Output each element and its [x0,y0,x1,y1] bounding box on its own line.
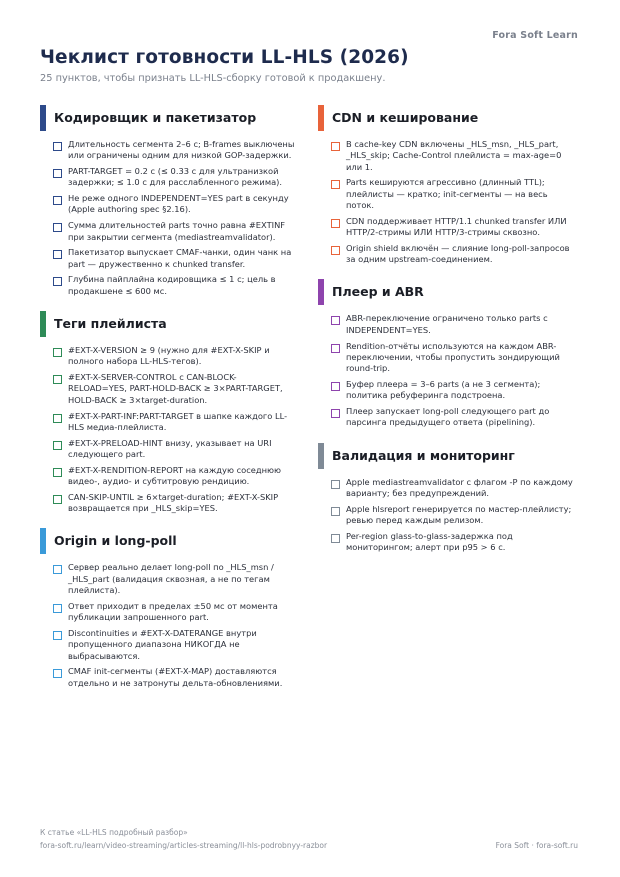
checkbox-icon[interactable] [53,441,62,450]
checkbox-icon[interactable] [331,142,340,151]
checkbox-icon[interactable] [331,534,340,543]
checklist-item [40,193,295,216]
checklist-item-text: Сервер реально делает long-poll по _HLS_msn / _HLS_part (валидация сквозная, а не по тегам плейлиста). [68,562,274,596]
checklist-item-text: #EXT-X-VERSION ≥ 9 (нужно для #EXT-X-SKIP и полного набора LL-HLS-тегов). [68,345,270,367]
checkbox-icon[interactable] [53,414,62,423]
checklist-item-text: Плеер запускает long-poll следующего part до парсинга предыдущего ответа (pipelining). [346,406,550,428]
checklist-item [40,562,295,596]
checklist-item [318,139,573,173]
checklist-item-text: Пакетизатор выпускает CMAF-чанки, один чанк на part — дружественно к chunked transfer. [68,247,292,269]
checklist-item-text: Сумма длительностей parts точно равна #EXTINF при закрытии сегмента (mediastreamvalidator). [68,220,286,242]
checkbox-icon[interactable] [53,250,62,259]
checklist-item-text: В cache-key CDN включены _HLS_msn, _HLS_part, _HLS_skip; Cache-Control плейлиста = max-age=0 или 1. [346,139,562,172]
section-accent-bar [318,279,324,305]
checklist-item-text: Parts кешируются агрессивно (длинный TTL); плейлисты — кратко; init-сегменты — на весь поток. [346,177,548,210]
checklist-item-text: Apple hlsreport генерируется по мастер-плейлисту; ревью перед каждым релизом. [346,503,572,526]
checkbox-icon[interactable] [331,344,340,353]
checkbox-icon[interactable] [331,180,340,189]
checklist-item-text: Rendition-отчёты используются на каждом ABR-переключении, чтобы пропустить зондирующий round-trip. [346,340,560,374]
checkbox-icon[interactable] [53,142,62,151]
checklist-item [40,628,295,662]
section-title: CDN и кеширование [332,110,479,125]
checklist-item [318,504,573,527]
checklist-item [318,477,573,500]
checklist-section [318,105,573,265]
checkbox-icon[interactable] [331,219,340,228]
checklist-item-text: Origin shield включён — слияние long-poll-запросов за одним upstream-соединением. [346,242,570,265]
checklist-item-text: ABR-переключение ограничено только parts с INDEPENDENT=YES. [346,313,548,335]
section-accent-bar [40,105,46,131]
checkbox-icon[interactable] [53,277,62,286]
checkbox-icon[interactable] [331,382,340,391]
checklist-item [318,531,573,554]
footer-article-ref: К статье «LL-HLS подробный разбор» [40,828,188,837]
checklist-item-text: #EXT-X-PRELOAD-HINT внизу, указывает на URI следующего part. [68,437,272,459]
checklist-item-text: CDN поддерживает HTTP/1.1 chunked transfer ИЛИ HTTP/2-стримы ИЛИ HTTP/3-стримы сквозно. [346,215,567,238]
checkbox-icon[interactable] [53,604,62,613]
checklist-item-text: Per-region glass-to-glass-задержка под мониторингом; алерт при p95 > 6 с. [346,530,513,553]
checkbox-icon[interactable] [53,196,62,205]
checklist-item-text: Длительность сегмента 2–6 с; B-frames выключены или ограничены одним для низкой GOP-задержки. [68,139,295,161]
checklist-item [40,465,295,488]
checkbox-icon[interactable] [53,468,62,477]
section-title: Кодировщик и пакетизатор [54,110,257,125]
footer-url[interactable]: fora-soft.ru/learn/video-streaming/articles-streaming/ll-hls-podrobnyy-razbor [40,841,328,850]
checkbox-icon[interactable] [53,375,62,384]
checkbox-icon[interactable] [53,348,62,357]
checklist-item-text: CAN-SKIP-UNTIL ≥ 6×target-duration; #EXT-X-SKIP возвращается при _HLS_skip=YES. [68,491,279,514]
checklist-item-text: PART-TARGET = 0.2 с (≤ 0.33 с для ультранизкой задержки; ≤ 1.0 с для расслабленного режима). [68,166,283,188]
page-subtitle: 25 пунктов, чтобы признать LL-HLS-сборку готовой к продакшену. [40,73,386,84]
checkbox-icon[interactable] [53,495,62,504]
checklist-item [40,166,295,189]
page-title: Чеклист готовности LL-HLS (2026) [40,47,409,68]
checklist-item-text: Ответ приходит в пределах ±50 мс от момента публикации запрошенного part. [68,600,278,623]
checklist-section [40,528,295,688]
checklist-item [318,406,573,429]
section-title: Плеер и ABR [332,284,424,300]
section-title: Origin и long-poll [54,533,177,549]
checklist-item-text: Глубина пайплайна кодировщика ≤ 1 с; цель в продакшене ≤ 600 мс. [68,274,276,296]
brand-label: Fora Soft Learn [492,30,578,41]
checklist-item [40,601,295,624]
checklist-item [40,411,295,434]
checklist-item-text: Буфер плеера = 3–6 parts (а не 3 сегмента); политика ребуферинга подстроена. [346,378,541,401]
checklist-item [40,372,295,406]
checkbox-icon[interactable] [53,565,62,574]
checklist-item [318,379,573,402]
checklist-item-text: CMAF init-сегменты (#EXT-X-MAP) доставляются отдельно и не затронуты дельта-обновлениями. [68,666,283,688]
checklist-item-text: Apple mediastreamvalidator с флагом -P по каждому варианту; без предупреждений. [346,476,573,498]
checklist-item-text: #EXT-X-PART-INF:PART-TARGET в шапке каждого LL-HLS медиа-плейлиста. [68,410,288,432]
checkbox-icon[interactable] [331,246,340,255]
checkbox-icon[interactable] [331,316,340,325]
right-column [318,105,573,567]
section-title: Теги плейлиста [54,316,167,332]
checklist-item [40,274,295,297]
checkbox-icon[interactable] [331,480,340,489]
checklist-item [318,243,573,266]
section-header [40,311,295,337]
checklist-item [318,177,573,211]
checklist-item-text: Не реже одного INDEPENDENT=YES part в секунду (Apple authoring spec §2.16). [68,193,289,215]
section-header [318,279,573,305]
checklist-item [40,438,295,461]
checklist-item [40,247,295,270]
checklist-item [40,666,295,689]
checklist-item [40,220,295,243]
checklist-section [318,279,573,428]
section-accent-bar [40,311,46,337]
section-header [318,105,573,131]
checkbox-icon[interactable] [53,631,62,640]
checkbox-icon[interactable] [53,669,62,678]
checkbox-icon[interactable] [331,507,340,516]
section-accent-bar [40,528,46,554]
checklist-item [40,139,295,162]
footer-site: Fora Soft · fora-soft.ru [495,841,578,850]
checkbox-icon[interactable] [53,169,62,178]
section-header [40,528,295,554]
checklist-item-text: #EXT-X-RENDITION-REPORT на каждую соседнюю видео-, аудио- и субтитровую рендицию. [68,464,282,487]
section-title: Валидация и мониторинг [332,447,515,463]
section-accent-bar [318,105,324,131]
checklist-item [318,313,573,336]
checkbox-icon[interactable] [53,223,62,232]
section-header [40,105,295,131]
left-column [40,105,295,703]
checklist-item [40,345,295,368]
checklist-section [40,311,295,514]
checklist-section [40,105,295,297]
checklist-item [318,216,573,239]
section-accent-bar [318,443,324,469]
checklist-item [40,492,295,515]
checklist-item-text: Discontinuities и #EXT-X-DATERANGE внутри пропущенного диапазона НИКОГДА не выбрасываются. [68,627,257,661]
checkbox-icon[interactable] [331,409,340,418]
section-header [318,443,573,469]
checklist-item [318,341,573,375]
checklist-section [318,443,573,554]
checklist-item-text: #EXT-X-SERVER-CONTROL с CAN-BLOCK-RELOAD=YES, PART-HOLD-BACK ≥ 3×PART-TARGET, HOLD-BACK ≥ 3×target-duration. [68,372,283,405]
